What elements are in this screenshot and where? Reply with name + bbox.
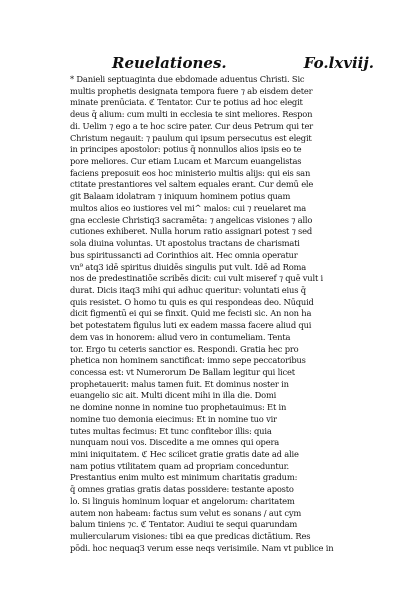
text-line: di. Uelim ⁊ ego a te hoc scire pater. Cur deus Petrum qui ter — [70, 120, 313, 131]
text-line: quis resistet. O homo tu quis es qui respondeas deo. Nūquid — [70, 296, 314, 307]
text-line: prophetauerit: malus tamen fuit. Et dominus noster in — [70, 378, 289, 389]
text-line: q̄ omnes gratias gratis datas possidere: testante aposto — [70, 484, 294, 495]
text-line: pōdi. hoc nequaq3 verum esse neqs verisimile. Nam vt publice in — [70, 542, 334, 553]
text-line: ne domine nonne in nomine tuo prophetauimus: Et in — [70, 402, 287, 413]
text-line: bus spiritussancti ad Corinthios ait. Hec omnia operatur — [70, 249, 298, 260]
text-line: sola diuina voluntas. Ut apostolus tractans de charismati — [70, 238, 300, 249]
text-line: gna ecclesie Christiq3 sacramēta: ⁊ angelicas visiones ⁊ allo — [70, 214, 313, 225]
text-line: vn⁹ atq3 idē spiritus diuidēs singulis put vult. Idē ad Roma — [70, 261, 307, 272]
text-line: Christum negauit: ⁊ paulum qui ipsum persecutus est elegit — [70, 132, 312, 143]
text-line: balum tiniens ⁊c. ℭ Tentator. Audiui te sequi quarundam — [70, 519, 298, 530]
text-line: concessa est: vt Numerorum De Ballam legitur qui licet — [70, 366, 295, 377]
text-line: dem vas in honorem: aliud vero in contumeliam. Tenta — [70, 331, 291, 342]
folio-number: Fo.lxviij. — [303, 54, 374, 72]
text-block — [70, 74, 366, 554]
text-line: deus q̄ alium: cum multi in ecclesia te sint meliores. Respon — [70, 109, 313, 120]
text-line: faciens preposuit eos hoc ministerio multis alijs: qui eis san — [70, 167, 311, 178]
text-line: ctitate prestantiores vel saltem equales erant. Cur demū ele — [70, 179, 314, 190]
text-line: phetica non hominem sanctificat: immo sepe peccatoribus — [70, 355, 306, 366]
text-line: pore meliores. Cur etiam Lucam et Marcum euangelistas — [70, 156, 302, 167]
running-head — [112, 54, 374, 76]
text-line: tor. Ergo tu ceteris sanctior es. Respondi. Gratia hec pro — [70, 343, 299, 354]
text-line: nam potius vtilitatem quam ad propriam conceduntur. — [70, 460, 289, 471]
text-line: multos alios eo iustiores vel mi^ malos: cui ⁊ reuelaret ma — [70, 202, 306, 213]
text-line: cutiones exhiberet. Nulla horum ratio assignari potest ⁊ sed — [70, 226, 313, 237]
text-line: muliercularum visiones: tibi ea que predicas dictātium. Res — [70, 531, 311, 542]
text-line: nunquam noui vos. Discedite a me omnes qui opera — [70, 437, 280, 448]
text-line: bet potestatem figulus luti ex eadem massa facere aliud qui — [70, 320, 312, 331]
text-line: in principes apostolor: potius q̄ nonnullos alios ipsis eo te — [70, 144, 302, 155]
text-line: autem non habeam: factus sum velut es sonans / aut cym — [70, 507, 302, 518]
text-line: tutes multas fecimus: Et tunc confitebor illis: quia — [70, 425, 272, 436]
text-line: euangelio sic ait. Multi dicent mihi in illa die. Domi — [70, 390, 277, 401]
running-title: Reuelationes. — [112, 54, 227, 72]
text-line: * Danieli septuaginta due ebdomade aduentus Christi. Sic — [70, 74, 305, 84]
text-line: durat. Dicis itaq3 mihi qui adhuc queritur: voluntati eius q̄ — [70, 284, 306, 295]
text-line: nomine tuo demonia eiecimus: Et in nomine tuo vir — [70, 413, 277, 424]
text-line: Prestantius enim multo est minimum charitatis gradum: — [70, 472, 298, 483]
text-line: multis prophetis designata tempora fuere ⁊ ab eisdem deter — [70, 85, 313, 96]
text-line: dicit figmentū ei qui se finxit. Quid me fecisti sic. An non ha — [70, 308, 312, 319]
text-line: mini iniquitatem. ℭ Hec scilicet gratie gratis date ad alie — [70, 449, 299, 459]
text-line: git Balaam idolatram ⁊ iniquum hominem potius quam — [70, 191, 291, 202]
text-line: nos de predestinatiōe scribēs dicit: cui vult miseref ⁊ quē vult i — [70, 273, 324, 284]
text-line: lo. Si linguis hominum loquar et angelorum: charitatem — [70, 495, 295, 506]
text-line: minate prenūciata. ℭ Tentator. Cur te potius ad hoc elegit — [70, 97, 303, 108]
